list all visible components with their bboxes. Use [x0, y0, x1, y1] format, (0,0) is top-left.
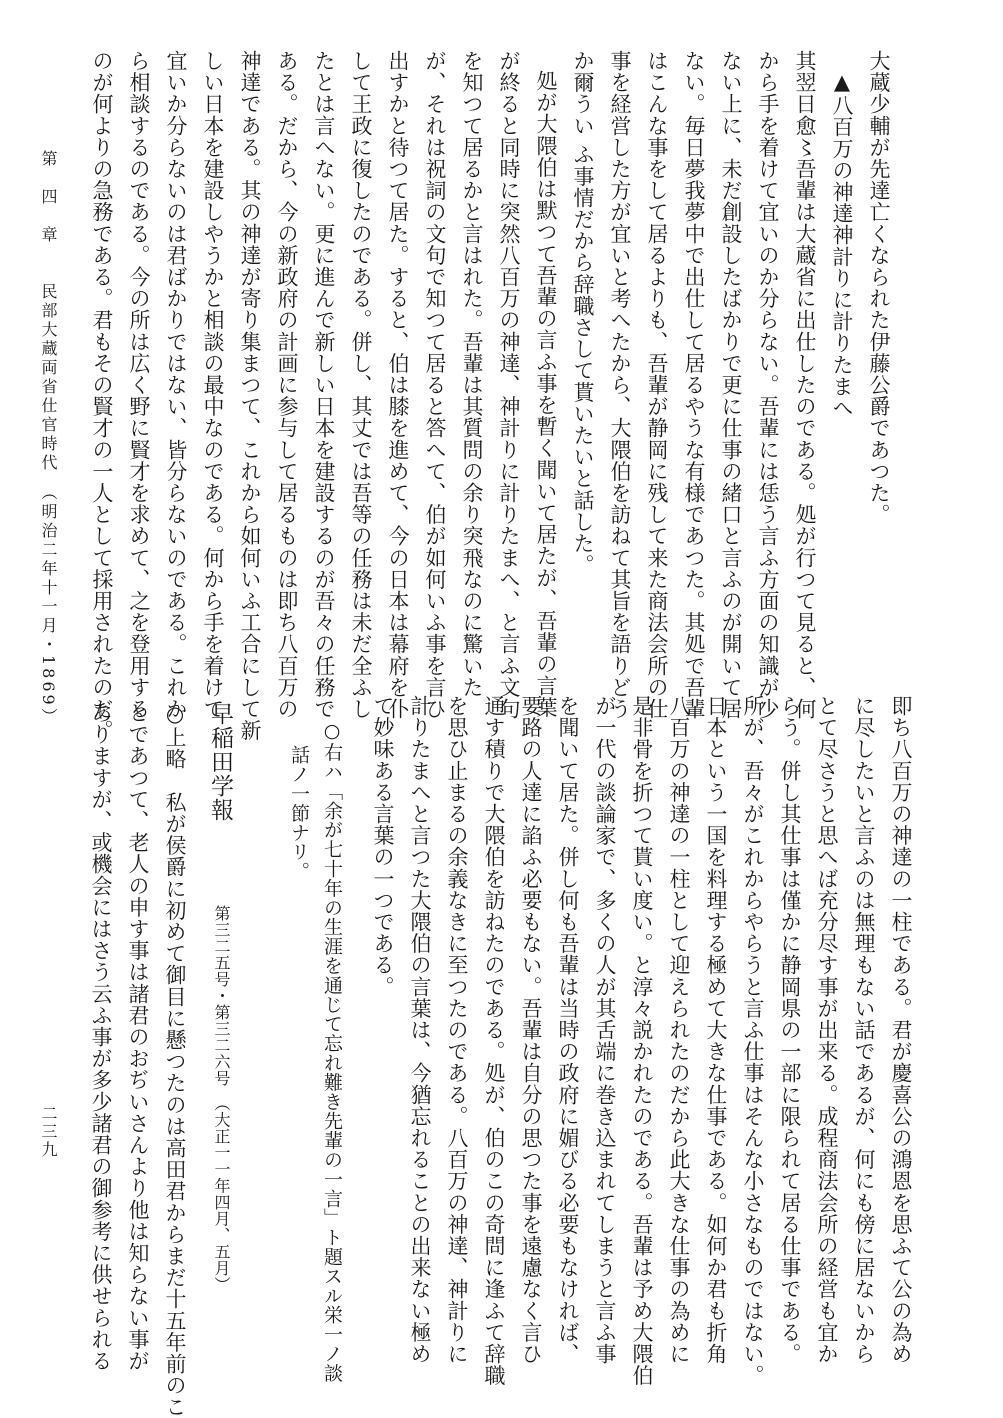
editor-note: ○右ハ「余が七十年の生涯を通じて忘れ難き先輩の一言」ト題スル栄一ノ談 [321, 720, 343, 1383]
text-line: 事を経営した方が宜いと考へたから、大隈伯を訪ねて其旨を語りどう [608, 50, 632, 720]
quote-line: ありますが、或機会にはさう云ふ事が多少諸君の御参考に供せられる [89, 702, 113, 1372]
text-line: 八百万の神達の一柱として迎えられたのだから此大きな仕事の為めに [667, 695, 691, 1365]
text-line: ある。だから、今の新政府の計画に参与して居るものは即ち八百万の [275, 50, 299, 720]
quote-line: とであつて、老人の申す事は諸君のおぢいさんより他は知らない事が [126, 702, 150, 1372]
text-line: 通す積りで大隈伯を訪ねたのである。処が、伯のこの奇問に逢ふて辞職 [482, 695, 506, 1387]
text-line: 日本という一国を料理する極めて大きな仕事である。如何か君も折角 [704, 695, 728, 1365]
text-line: 出すかと待つて居た。すると、伯は膝を進めて、今の日本は幕府を仆 [386, 50, 410, 720]
text-line: はこんな事をして居るよりも、吾輩が静岡に残して来た商法会所の仕 [645, 50, 669, 720]
text-line: か爾うい ふ事情だから辞職さして貰いたいと話した。 [571, 50, 595, 576]
text-line: が、それは祝詞の文句で知つて居ると答へて、伯が如何いふ事を言ひ [423, 50, 447, 720]
text-line: して王政に復したのである。併し、其丈では吾等の任務は未だ全ふし [349, 50, 373, 720]
text-line: しい日本を建設しやうかと相談の最中なのである。何から手を着けて [201, 50, 225, 720]
text-line: が終ると同時に突然八百万の神達、神計りに計りたまへ、と言ふ文句 [497, 50, 521, 720]
quote-line: ○上略 私が侯爵に初めて御目に懸つたのは高田君からまだ十五年前のこ [163, 702, 187, 1418]
text-line: 処が大隈伯は默つて吾輩の言ふ事を暫く聞いて居たが、吾輩の言葉 [534, 70, 558, 718]
text-line: 神達である。其の神達が寄り集まつて、これから如何いふ工合にして新 [238, 50, 262, 742]
text-line: 大蔵少輔が先達亡くなられた伊藤公爵であつた。 [867, 50, 891, 526]
text-line: 即ち八百万の神達の一柱である。君が慶喜公の鴻恩を思ふて公の為め [889, 695, 913, 1365]
text-line: て妙味ある言葉の一つである。 [371, 695, 395, 998]
text-line: を聞いて居た。併し何も吾輩は当時の政府に媚びる必要もなければ、 [556, 695, 580, 1365]
text-line: 是非骨を折つて貰い度い。と淳々説かれたのである。吾輩は予め大隈伯 [630, 695, 654, 1387]
text-line: 要路の人達に諂ふ必要もない。吾輩は自分の思つた事を遠慮なく言ひ [519, 695, 543, 1365]
text-line: ない上に、未だ創設したばかりで更に仕事の緒口と言ふのが開いて居 [719, 50, 743, 720]
text-line: が一代の談論家で、多くの人が其舌端に巻き込まれてしまうと言ふ事 [593, 695, 617, 1365]
page-number: 二三九 [39, 1105, 58, 1159]
text-line: ない。毎日夢我夢中で出仕して居るやうな有様であつた。其処で吾輩 [682, 50, 706, 720]
text-line: を思ひ止まるの余義なきに至つたのである。八百万の神達、神計りに [445, 695, 469, 1365]
editor-note: 話ノ一節ナリ。 [288, 745, 310, 881]
publication-issue: 第三二五号・第三二六号 （大正一一年四月、五月） [212, 905, 231, 1293]
chapter-header: 第 四 章 民部大蔵両省仕官時代 （明治二年十一月・1869） [39, 150, 58, 727]
text-line: に尽したいと言ふのは無理もない話であるが、何にも傍に居ないから [852, 695, 876, 1365]
text-line: 計りたまへと言つた大隈伯の言葉は、今猶忘れることの出来ない極め [408, 695, 432, 1365]
text-line: のが何よりの急務である。君もその賢才の一人として採用されたのだ。 [90, 50, 114, 742]
text-line: を知つて居るかと言はれた。吾輩は其質問の余り突飛なのに驚いた [460, 50, 484, 698]
text-line: たとは言へない。更に進んで新しい日本を建設するのが吾々の任務で [312, 50, 336, 720]
text-line: 其翌日愈〻吾輩は大蔵省に出仕したのである。処が行つて見ると、何 [793, 50, 817, 720]
text-line: から手を着けて宜いのか分らない。吾輩には恁う言ふ方面の知識が少 [756, 50, 780, 720]
text-line: 宜いか分らないのは君ばかりではない、皆分らないのである。これか [164, 50, 188, 720]
section-heading: ▲八百万の神達神計りに計りたまへ [830, 70, 854, 419]
publication-title: 早稲田学報 [207, 702, 233, 822]
text-line: とて尽さうと思へば充分尽す事が出来る。成程商法会所の経営も宜か [815, 695, 839, 1365]
text-line: 所が、吾々がこれからやらうと言ふ仕事はそんな小さなものではない。 [741, 695, 765, 1387]
text-line: ら相談するのである。今の所は広く野に賢才を求めて、之を登用する [127, 50, 151, 720]
text-line: らう。併し其仕事は僅かに静岡県の一部に限られて居る仕事である。 [778, 695, 802, 1365]
